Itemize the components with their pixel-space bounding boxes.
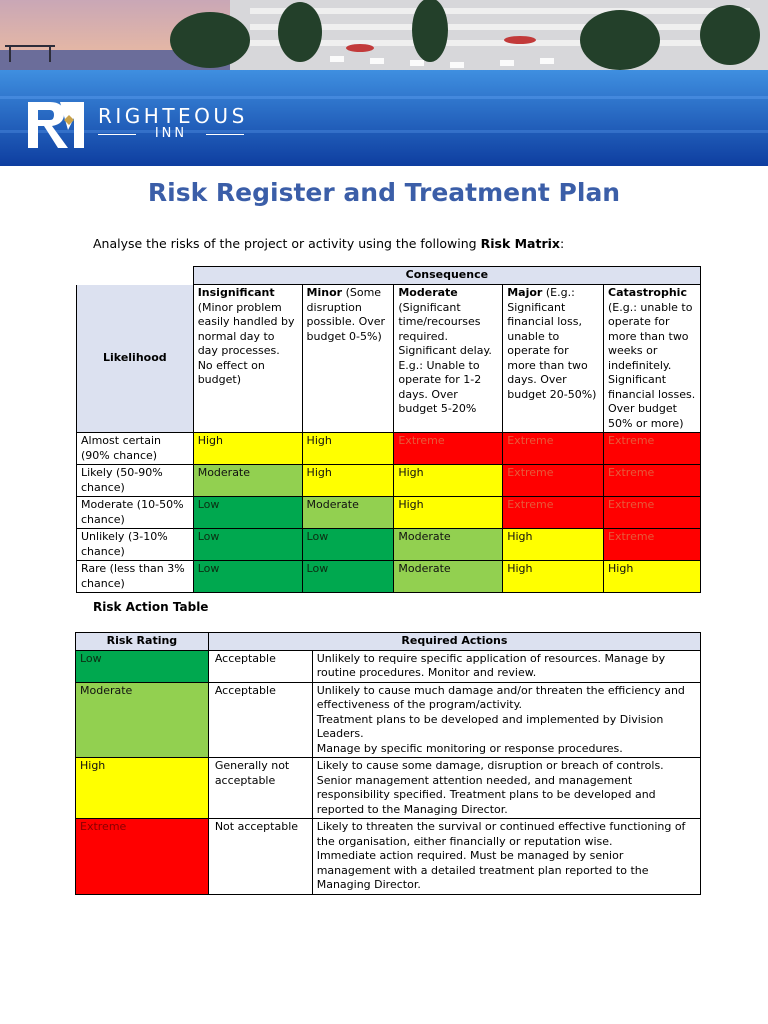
risk-cell: High	[503, 529, 604, 561]
risk-cell: Low	[302, 561, 394, 593]
risk-cell: High	[503, 561, 604, 593]
risk-cell: Extreme	[604, 465, 701, 497]
required-actions-header: Required Actions	[208, 633, 700, 651]
table-row	[76, 650, 701, 682]
consequence-header: Consequence	[193, 267, 700, 285]
risk-cell: Extreme	[604, 497, 701, 529]
risk-cell: High	[604, 561, 701, 593]
matrix-row	[77, 497, 701, 529]
risk-cell: High	[394, 497, 503, 529]
risk-cell: Low	[193, 497, 302, 529]
risk-cell: Extreme	[604, 433, 701, 465]
table-row	[76, 758, 701, 819]
risk-action-table	[75, 632, 701, 895]
actions-cell: Likely to threaten the survival or continued effective functioning of the organisation, either financially or reputation wise. Immediate action required. Must be managed by senior management with a detailed treatment plan reported to the Managing Director.	[312, 819, 700, 895]
matrix-row	[77, 529, 701, 561]
likelihood-label: Unlikely (3-10% chance)	[77, 529, 194, 561]
action-table-title: Risk Action Table	[93, 600, 209, 614]
resort-pool-image	[0, 0, 768, 166]
brand-sub: INN	[98, 126, 244, 141]
matrix-row	[77, 561, 701, 593]
risk-cell: Extreme	[503, 433, 604, 465]
likelihood-label: Moderate (10-50% chance)	[77, 497, 194, 529]
risk-cell: Moderate	[302, 497, 394, 529]
risk-cell: Extreme	[604, 529, 701, 561]
actions-cell: Unlikely to cause much damage and/or threaten the efficiency and effectiveness of the program/activity. Treatment plans to be developed and implemented by Division Leaders. Manage by specific monitoring or response procedures.	[312, 682, 700, 758]
acceptability-cell: Acceptable	[208, 682, 312, 758]
rating-cell: Low	[76, 650, 209, 682]
righteous-inn-logo-icon	[24, 96, 88, 152]
likelihood-label: Rare (less than 3% chance)	[77, 561, 194, 593]
matrix-blank-corner	[77, 267, 194, 285]
risk-cell: Moderate	[394, 561, 503, 593]
risk-cell: Moderate	[193, 465, 302, 497]
rating-cell: Extreme	[76, 819, 209, 895]
matrix-row	[77, 433, 701, 465]
consequence-minor: Minor (Some disruption possible. Over budget 0-5%)	[302, 285, 394, 433]
brand-name: RIGHTEOUS	[98, 104, 248, 128]
risk-cell: High	[193, 433, 302, 465]
likelihood-label: Almost certain (90% chance)	[77, 433, 194, 465]
likelihood-header: Likelihood	[77, 285, 194, 433]
rating-cell: Moderate	[76, 682, 209, 758]
consequence-insignificant: Insignificant (Minor problem easily handled by normal day to day processes. No effect on budget)	[193, 285, 302, 433]
consequence-moderate: Moderate (Significant time/recourses required. Significant delay. E.g.: Unable to operate for 1-2 days. Over budget 5-20%	[394, 285, 503, 433]
consequence-major: Major (E.g.: Significant financial loss, unable to operate for more than two days. Over budget 20-50%)	[503, 285, 604, 433]
risk-cell: Moderate	[394, 529, 503, 561]
risk-cell: High	[302, 433, 394, 465]
risk-rating-header: Risk Rating	[76, 633, 209, 651]
intro-text: Analyse the risks of the project or activity using the following Risk Matrix:	[93, 236, 565, 251]
acceptability-cell: Acceptable	[208, 650, 312, 682]
acceptability-cell: Not acceptable	[208, 819, 312, 895]
table-row	[76, 819, 701, 895]
risk-matrix-table	[76, 266, 701, 593]
risk-cell: Extreme	[503, 497, 604, 529]
page-title: Risk Register and Treatment Plan	[147, 178, 621, 207]
risk-cell: Low	[193, 529, 302, 561]
rating-cell: High	[76, 758, 209, 819]
hero-banner	[0, 0, 768, 166]
risk-cell: Low	[193, 561, 302, 593]
matrix-row	[77, 465, 701, 497]
risk-cell: Low	[302, 529, 394, 561]
actions-cell: Unlikely to require specific application of resources. Manage by routine procedures. Monitor and review.	[312, 650, 700, 682]
table-row	[76, 682, 701, 758]
acceptability-cell: Generally not acceptable	[208, 758, 312, 819]
actions-cell: Likely to cause some damage, disruption or breach of controls. Senior management attention needed, and management responsibility specified. Treatment plans to be developed and reported to the Managing Director.	[312, 758, 700, 819]
consequence-catastrophic: Catastrophic (E.g.: unable to operate for more than two weeks or indefinitely. Significant financial losses. Over budget 50% or more)	[604, 285, 701, 433]
risk-cell: Extreme	[503, 465, 604, 497]
likelihood-label: Likely (50-90% chance)	[77, 465, 194, 497]
risk-cell: Extreme	[394, 433, 503, 465]
risk-cell: High	[302, 465, 394, 497]
risk-cell: High	[394, 465, 503, 497]
